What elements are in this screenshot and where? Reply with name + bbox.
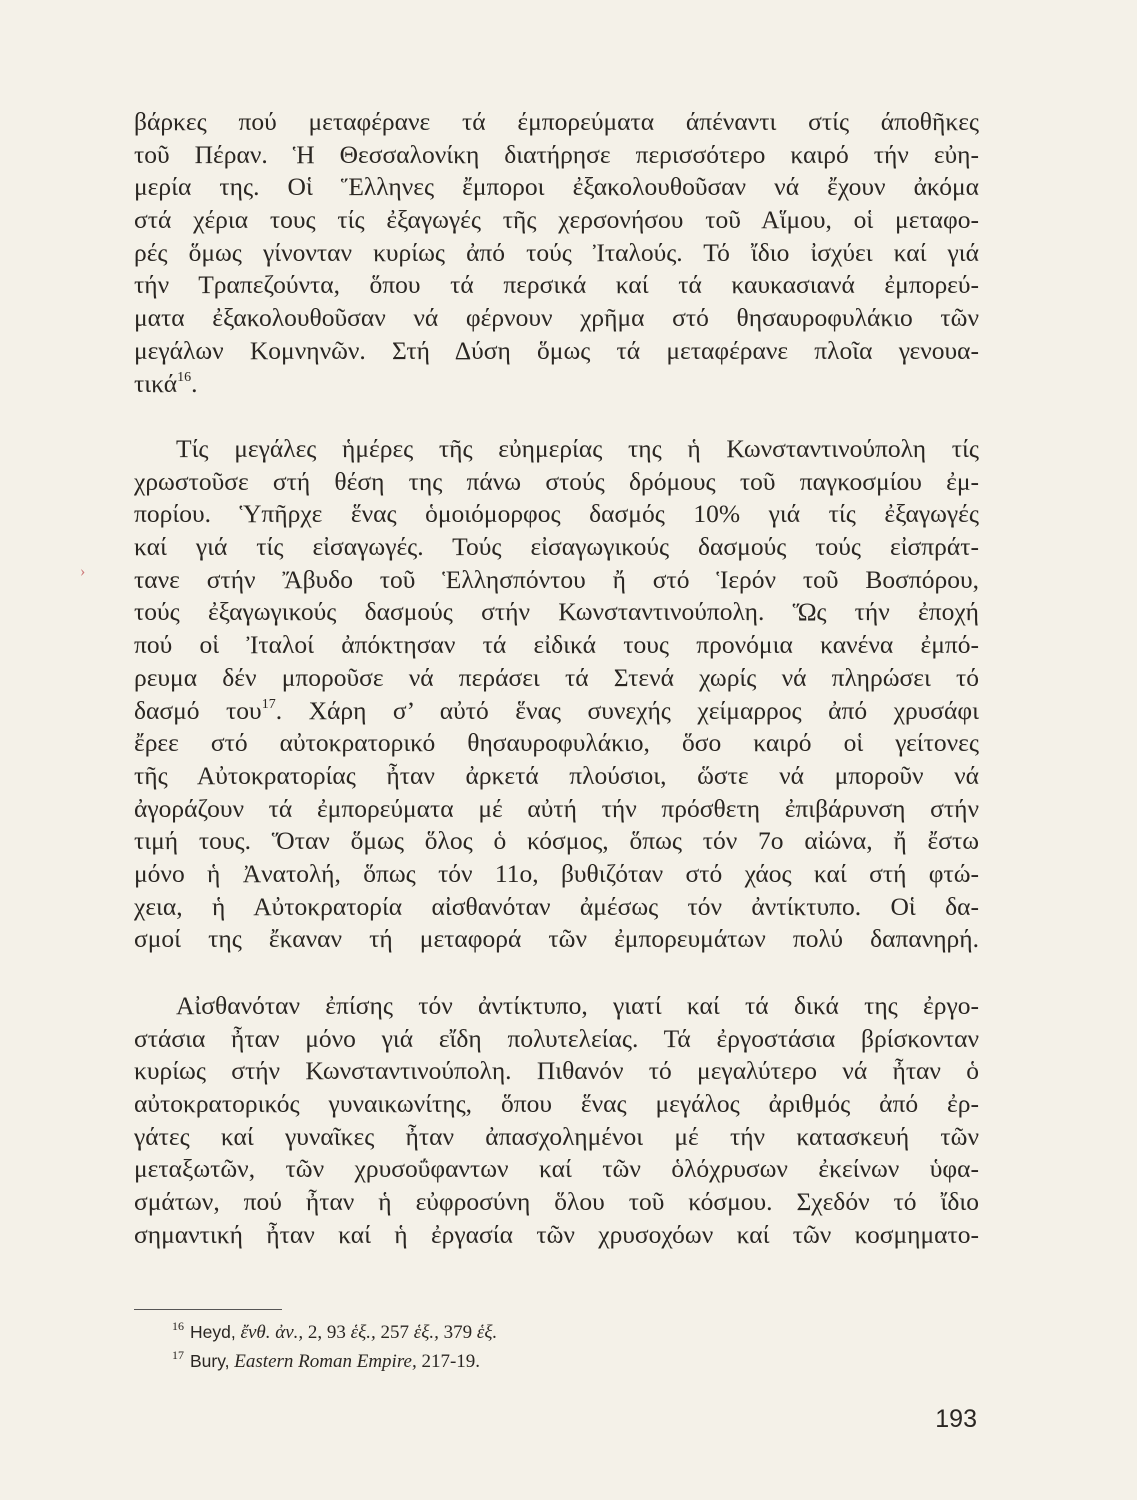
- text-line: τανε στήν Ἄβυδο τοῦ Ἑλλησπόντου ἤ στό Ἱερόν τοῦ Βοσπόρου,: [134, 564, 979, 594]
- text-line: Αἰσθανόταν ἐπίσης τόν ἀντίκτυπο, γιατί καί τά δικά της ἐργο-: [176, 991, 979, 1020]
- text-line: ρευμα δέν μποροῦσε νά περάσει τά Στενά χωρίς νά πληρώσει τό: [134, 662, 979, 692]
- footnote-italic: ἔνθ. ἀν.,: [240, 1322, 304, 1343]
- text-line: τῆς Αὐτοκρατορίας ἦταν ἀρκετά πλούσιοι, ὥστε νά μποροῦν νά: [134, 760, 979, 790]
- text-line: μερία της. Οἱ Ἕλληνες ἔμποροι ἐξακολουθοῦσαν νά ἔχουν ἀκόμα: [134, 172, 979, 202]
- line-text: τικά: [134, 368, 178, 398]
- text-line: πού οἱ Ἰταλοί ἀπόκτησαν τά εἰδικά τους προνόμια κανένα ἐμπό-: [134, 630, 979, 660]
- text-line: τιμή τους. Ὅταν ὅμως ὅλος ὁ κόσμος, ὅπως τόν 7ο αἰώνα, ἤ ἔστω: [134, 826, 979, 856]
- text-line: ἀγοράζουν τά ἐμπορεύματα μέ αὐτή τήν πρόσθετη ἐπιβάρυνση στήν: [134, 793, 979, 823]
- text-line: μόνο ἡ Ἀνατολή, ὅπως τόν 11ο, βυθιζόταν στό χάος καί στή φτώ-: [134, 858, 979, 888]
- line-text: δασμό του: [134, 695, 262, 725]
- text-line: σημαντική ἦταν καί ἡ ἐργασία τῶν χρυσοχόων καί τῶν κοσμηματο-: [134, 1219, 979, 1249]
- footnote-ref-16[interactable]: 16: [177, 369, 192, 385]
- text-line: Τίς μεγάλες ἡμέρες τῆς εὐημερίας της ἡ Κωνσταντινούπολη τίς: [176, 434, 979, 463]
- text-line: στάσια ἦταν μόνο γιά εἴδη πολυτελείας. Τά ἐργοστάσια βρίσκονταν: [134, 1023, 979, 1053]
- text-line: βάρκες πού μεταφέρανε τά έμπορεύματα άπέναντι στίς άποθῆκες: [134, 107, 979, 136]
- footnote-italic: ἑξ.,: [413, 1322, 439, 1343]
- text-line: πορίου. Ὑπῆρχε ἕνας ὁμοιόμορφος δασμός 10% γιά τίς ἐξαγωγές: [134, 499, 979, 529]
- footnote-16: [172, 1318, 872, 1347]
- text-line: τήν Τραπεζούντα, ὅπου τά περσικά καί τά καυκασιανά ἐμπορεύ-: [134, 270, 979, 300]
- text-line-last: σμοί της ἔκαναν τή μεταφορά τῶν ἐμπορευμάτων πολύ δαπανηρή.: [134, 924, 979, 954]
- text-line: χρωστοῦσε στή θέση της πάνω στούς δρόμους τοῦ παγκοσμίου ἐμ-: [134, 466, 979, 496]
- footnote-text: 217-19.: [416, 1351, 481, 1372]
- footnotes: [172, 1318, 872, 1376]
- text-line: καί γιά τίς εἰσαγωγές. Τούς εἰσαγωγικούς δασμούς τούς εἰσπράτ-: [134, 532, 979, 562]
- footnote-17: [172, 1347, 872, 1376]
- text-line: ρές ὅμως γίνονταν κυρίως ἀπό τούς Ἰταλούς. Τό ἴδιο ἰσχύει καί γιά: [134, 237, 979, 267]
- footnote-italic: Eastern Roman Empire,: [234, 1351, 417, 1372]
- footnote-author: Heyd,: [190, 1322, 236, 1342]
- text-line: τοῦ Πέραν. Ἡ Θεσσαλονίκη διατήρησε περισσότερο καιρό τήν εὐη-: [134, 139, 979, 169]
- footnote-italic: ἑξ.,: [350, 1322, 376, 1343]
- footnote-italic: ἑξ.: [476, 1322, 498, 1343]
- footnote-number: 17: [172, 1348, 184, 1362]
- text-line: αὐτοκρατορικός γυναικωνίτης, ὅπου ἕνας μεγάλος ἀριθμός ἀπό ἐρ-: [134, 1089, 979, 1119]
- page-number: 193: [935, 1405, 977, 1433]
- text-line: στά χέρια τους τίς ἐξαγωγές τῆς χερσονήσου τοῦ Αἵμου, οἱ μεταφο-: [134, 205, 979, 235]
- margin-arrow-icon: ›: [80, 563, 86, 580]
- text-line: κυρίως στήν Κωνσταντινούπολη. Πιθανόν τό μεγαλύτερο νά ἦταν ὁ: [134, 1056, 979, 1086]
- text-line: χεια, ἡ Αὐτοκρατορία αἰσθανόταν ἀμέσως τόν ἀντίκτυπο. Οἱ δα-: [134, 891, 979, 921]
- paragraph-3: [134, 990, 979, 1252]
- text-line: γάτες καί γυναῖκες ἦταν ἀπασχολημένοι μέ τήν κατασκευή τῶν: [134, 1121, 979, 1151]
- text-line-last: [134, 368, 979, 401]
- footnote-author: Bury,: [190, 1351, 230, 1371]
- text-line: ματα ἐξακολουθοῦσαν νά φέρνουν χρῆμα στό θησαυροφυλάκιο τῶν: [134, 303, 979, 333]
- footnote-text: 2, 93: [303, 1322, 351, 1343]
- paragraph-2: [134, 433, 979, 956]
- line-text: . Χάρη σ’ αὐτό ἕνας συνεχής χείμαρρος ἀπό χρυσάφι: [275, 695, 979, 725]
- line-text: .: [191, 368, 198, 398]
- text-line: ἔρεε στό αὐτοκρατορικό θησαυροφυλάκιο, ὅσο καιρό οἱ γείτονες: [134, 728, 979, 758]
- text-line: μεταξωτῶν, τῶν χρυσοΰφαντων καί τῶν ὁλόχρυσων ἐκείνων ὑφα-: [134, 1154, 979, 1184]
- footnote-text: 379: [438, 1322, 477, 1343]
- paragraph-1: [134, 106, 979, 400]
- footnote-number: 16: [172, 1319, 184, 1333]
- text-line: σμάτων, πού ἦταν ἡ εὐφροσύνη ὅλου τοῦ κόσμου. Σχεδόν τό ἴδιο: [134, 1187, 979, 1217]
- text-line-with-ref: [134, 695, 979, 728]
- text-line: τούς ἐξαγωγικούς δασμούς στήν Κωνσταντινούπολη. Ὥς τήν ἐποχή: [134, 597, 979, 627]
- footnote-text: 257: [375, 1322, 414, 1343]
- footnote-ref-17[interactable]: 17: [261, 696, 276, 712]
- text-line: μεγάλων Κομνηνῶν. Στή Δύση ὅμως τά μεταφέρανε πλοῖα γενουα-: [134, 335, 979, 365]
- footnote-divider: [134, 1309, 282, 1310]
